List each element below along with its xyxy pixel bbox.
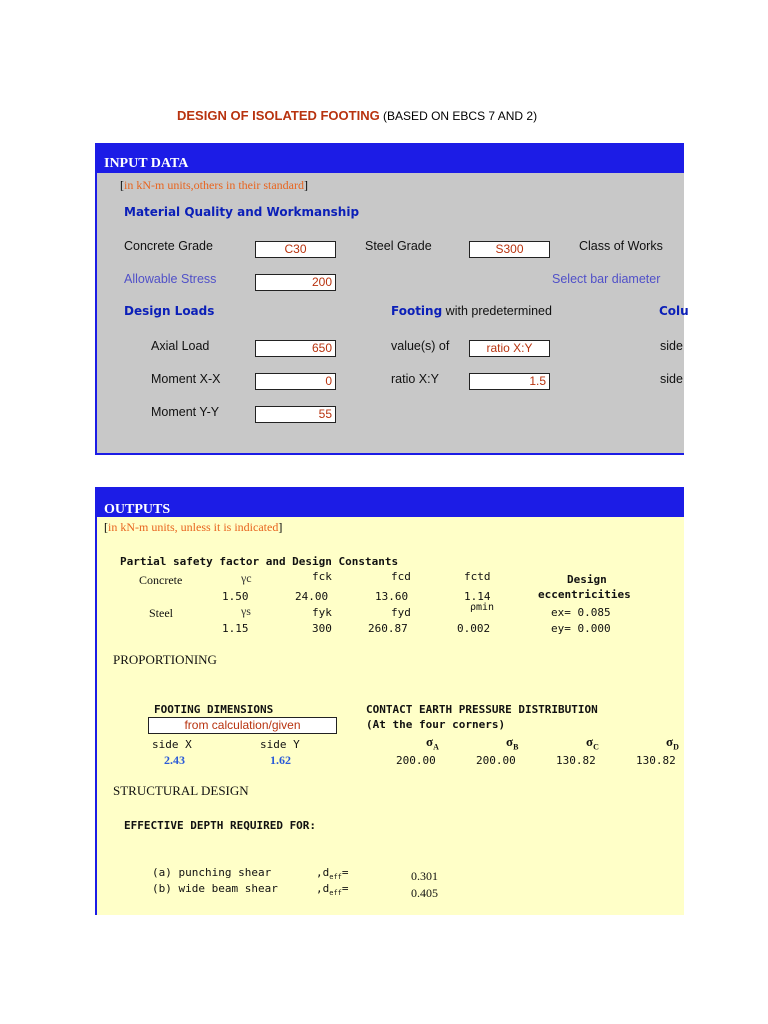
column-side-2-label: side [660,372,683,386]
steel-label: Steel [149,606,173,620]
footing-dimensions-heading: FOOTING DIMENSIONS [154,703,274,716]
sigma-b-value: 200.00 [476,754,516,767]
fyd-value: 260.87 [368,622,408,635]
concrete-grade-label: Concrete Grade [124,239,213,253]
fyk-label: fyk [312,606,332,619]
moment-x-label: Moment X-X [151,372,221,386]
title-main: DESIGN OF ISOLATED FOOTING [177,108,380,123]
ey-value: ey= 0.000 [551,622,611,635]
fyk-value: 300 [312,622,332,635]
ex-value: ex= 0.085 [551,606,611,619]
title-basis: (BASED ON EBCS 7 AND 2) [379,109,538,123]
design-label: Design [567,573,607,586]
wide-beam-shear-value: 0.405 [411,886,438,900]
axial-load-label: Axial Load [151,339,210,353]
rho-min-value: 0.002 [457,622,491,635]
effective-depth-heading: EFFECTIVE DEPTH REQUIRED FOR: [124,819,317,832]
sigma-a-value: 200.00 [396,754,436,767]
ratio-select[interactable]: ratio X:Y [469,340,550,357]
output-units-note: [in kN-m units, unless it is indicated] [104,520,283,534]
input-header: INPUT DATA [104,156,189,171]
output-header-bar [95,487,684,517]
page-title [177,108,537,123]
side-x-value: 2.43 [164,753,185,767]
fcd-label: fcd [391,570,411,583]
fctd-value: 1.14 [464,590,491,603]
gamma-s-value: 1.15 [222,622,249,635]
wide-beam-deff-label: $,d_{eff}=$ [316,882,349,898]
ratio-label: ratio X:Y [391,372,439,386]
sigma-d-value: 130.82 [636,754,676,767]
fcd-value: 13.60 [375,590,409,603]
sigma-a-label: $\sigma_A$ [426,734,439,752]
design-loads-heading: Design Loads [124,304,215,318]
output-header: OUTPUTS [104,502,171,517]
proportioning-heading: PROPORTIONING [113,652,217,667]
sigma-c-value: 130.82 [556,754,596,767]
punching-shear-value: 0.301 [411,869,438,883]
sigma-d-label: $\sigma_D$ [666,734,679,752]
side-y-value: 1.62 [270,753,291,767]
moment-x-field[interactable]: 0 [255,373,336,390]
moment-y-label: Moment Y-Y [151,405,220,419]
gamma-c-value: 1.50 [222,590,249,603]
fck-value: 24.00 [295,590,329,603]
four-corners-label: (At the four corners) [366,718,506,731]
punching-deff-label: $,d_{eff}=$ [316,866,349,882]
concrete-label: Concrete [139,573,183,587]
eccentricities-label: eccentricities [538,588,631,601]
axial-load-field[interactable]: 650 [255,340,336,357]
footing-heading: Footing with predetermined [391,304,552,318]
fck-label: fck [312,570,332,583]
contact-pressure-heading: CONTACT EARTH PRESSURE DISTRIBUTION [366,703,598,716]
sigma-b-label: $\sigma_B$ [506,734,519,752]
steel-grade-label: Steel Grade [365,239,432,253]
sigma-c-label: $\sigma_C$ [586,734,599,752]
gamma-c-label: γc [241,571,252,585]
select-bar-diameter-label: Select bar diameter [552,272,661,286]
moment-y-field[interactable]: 55 [255,406,336,423]
punching-shear-label: (a) punching shear [152,866,272,879]
side-x-label: side X [152,738,192,751]
fctd-label: fctd [464,570,491,583]
steel-grade-field[interactable]: S300 [469,241,550,258]
column-side-1-label: side [660,339,683,353]
wide-beam-shear-label: (b) wide beam shear [152,882,278,895]
structural-design-heading: STRUCTURAL DESIGN [113,783,249,798]
input-units-note: [in kN-m units,others in their standard] [120,178,308,192]
allowable-stress-field[interactable]: 200 [255,274,336,291]
partial-safety-heading: Partial safety factor and Design Constants [120,555,399,568]
values-of-label: value(s) of [391,339,450,353]
ratio-field[interactable]: 1.5 [469,373,550,390]
gamma-s-label: γs [241,604,251,618]
from-calculation-field[interactable]: from calculation/given [148,717,337,734]
side-y-label: side Y [260,738,300,751]
class-of-works-label: Class of Works [579,239,663,253]
material-heading: Material Quality and Workmanship [124,205,360,219]
concrete-grade-field[interactable]: C30 [255,241,336,258]
fyd-label: fyd [391,606,411,619]
column-heading: Colu [659,304,689,318]
rho-min-label: ρmin [470,602,495,613]
allowable-stress-label: Allowable Stress [124,272,217,286]
